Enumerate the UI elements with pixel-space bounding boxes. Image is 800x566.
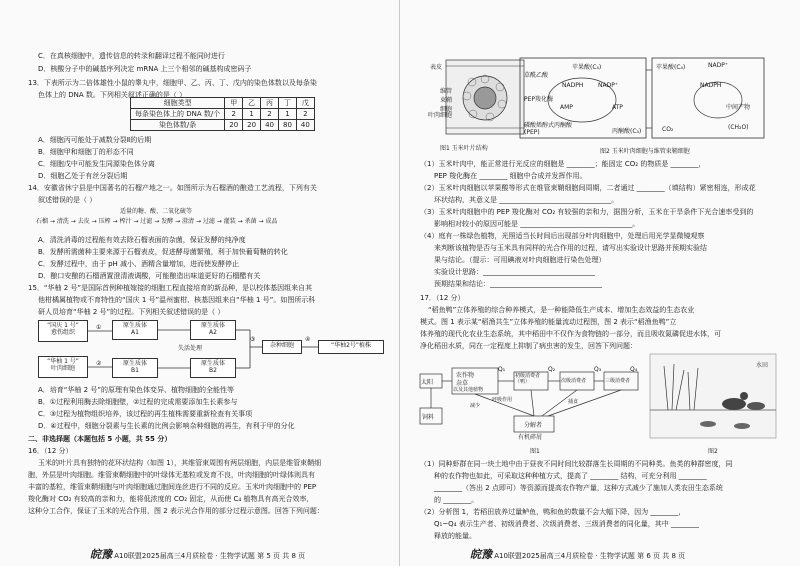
fig15-b2: 原生质体 B2	[190, 358, 236, 378]
fig2-label: NADPH	[562, 82, 584, 89]
table-cell: 2	[296, 109, 314, 120]
fig15-hybrid: 杂种细胞	[262, 340, 302, 354]
fig15-a1: 原生质体 A1	[112, 320, 158, 340]
flow-label-detritus: 有机碎屑	[518, 434, 543, 441]
q16-para: 丰富的基粒，维管束鞘细胞与叶肉细胞通过胞间连丝进行不同的反应。玉米叶肉细胞中的 PEP	[28, 483, 317, 491]
fig15-a2: 原生质体 A2	[190, 320, 236, 340]
q12-option-d: D．核酸分子中的碱基序列决定 mRNA 上三个相邻的碱基构成密码子	[38, 65, 252, 73]
q15-option-b: B．①过程利用酶去除细胞壁，②过程的完成需要添加生长素参与	[38, 398, 238, 406]
q17-part2c: 释放的能量。	[434, 532, 476, 540]
flow-label-reduce: 减少	[470, 403, 481, 409]
q16-part3: （3）玉米叶肉细胞中的 PEP 羧化酶对 CO₂ 有较强的亲和力，据图分析，玉米在干旱条件下光合速率受到的	[420, 208, 754, 216]
q14-option-a: A．清洗消毒的过程能有效去除石榴表面的杂菌，保证发酵的纯净度	[38, 236, 246, 244]
flow-label-weed: 杂草	[456, 380, 469, 387]
flow-step: 澄清	[182, 218, 195, 225]
flow-label-q4: Q₄	[630, 366, 638, 373]
q16-part1b: PEP 羧化酶在 ________ 细胞中合成并发挥作用。	[434, 172, 587, 180]
q17-part1b: 种的农作物也如此，可采取这种种植方式，提高了 ________ 结构，可充分利用 ________	[434, 472, 707, 480]
table-cell: 染色体数/条	[131, 120, 225, 131]
fig15-mid-label: 失活处理	[178, 345, 203, 352]
flow-step: 过滤	[140, 218, 153, 225]
fig15-result: “华柚2号”植株	[318, 340, 384, 354]
table-cell: 20	[225, 120, 243, 131]
q13-table	[130, 97, 315, 131]
footer-text: A10联盟2025届高三4月质检卷 · 生物学试题 第 6 页 共 8 页	[494, 552, 686, 560]
fig15-box-guoqing: “国庆 1 号” 愈伤组织	[38, 320, 88, 342]
fig2-label: 磷酸烯醇式丙酮酸(PEP)	[524, 122, 573, 136]
q16-para: 这种分工合作，保证了玉米的光合作用，图 2 表示光合作用的部分过程示意图。回答下列问题：	[28, 507, 324, 515]
q15-option-d: D．④过程中，细胞分裂素与生长素的比例会影响杂种细胞的再生，有利于甲的分化	[38, 422, 295, 430]
flow-label-secondary: 次级消费者	[561, 378, 587, 384]
fig15-mark-3: ③	[250, 336, 256, 343]
table-header: 甲	[225, 98, 243, 109]
q15-stem-2: 他柑橘属植物或不育特性的“国庆 1 号”温州蜜柑、核基因组来自“华柚 1 号”。如图所示科	[38, 296, 316, 304]
q16-design: 实验设计思路：________________________________	[434, 268, 595, 276]
table-cell: 1	[279, 109, 297, 120]
fig2-label: NADPH	[700, 82, 722, 89]
section-heading: 二、非选择题（本题包括 5 小题，共 55 分）	[28, 435, 172, 443]
q14-option-c: C．发酵过程中，由于 pH 减小、酒精含量增加，进而使发酵停止	[38, 260, 240, 268]
flow-label-respiration: 呼吸作用	[492, 397, 513, 403]
right-footer	[470, 546, 685, 562]
flow-label-q1: Q₁	[498, 366, 506, 373]
flow-step: 过滤	[202, 218, 215, 225]
q17-para: “稻鱼鸭”立体养殖的综合种养模式，是一种能降低生产成本、增加生态效益的生态农业	[428, 306, 695, 314]
q14-option-d: D．酿口安酿的石榴酒置澄清液调酸，可能酿造出味道更好的石榴醋有关	[38, 272, 261, 280]
fig15-box-huayou: “华柚 1 号” 叶肉细胞	[38, 356, 88, 378]
fig1-label-mesophyll: 叶肉细胞	[428, 112, 453, 119]
flow-label-decomposer: 分解者	[524, 422, 543, 429]
flow-label-tertiary: 三级消费者	[605, 378, 631, 384]
flow-step: 去皮	[77, 218, 90, 225]
q16-part4: （4）庭有一株绿色植物，光照适当长时间后出现部分叶肉细胞中，处理后用光学显微镜观察	[420, 232, 705, 240]
q16-part2b: 环状结构，其意义是 ________________________________。	[434, 196, 619, 204]
logo-mark: 皖豫	[90, 548, 112, 561]
flow-label-primary: 初级消费者 （鸭）	[515, 373, 541, 385]
q17-part1: （1）同种虾群在同一块土地中由于昼夜不同时间比较群落生长周期的不同种类。鱼类的种群密度，同	[420, 460, 733, 468]
left-footer	[90, 546, 305, 562]
flow-label-q3: Q₃	[594, 366, 602, 373]
q16-part3b: 影响相对较小的原因可能是 ________________________________。	[434, 220, 640, 228]
fig2-label: PEP羧化酶	[524, 96, 554, 103]
table-header: 丁	[279, 98, 297, 109]
q15-option-c: C．③过程为植物组织培养，该过程的再生植株需要重新检查有关事项	[38, 410, 253, 418]
table-cell: 每条染色体上的 DNA 数/个	[131, 109, 225, 120]
table-cell: 1	[243, 109, 261, 120]
q14-stem: 14．安徽省休宁县是中国著名的石榴产地之一。如图所示为石榴酒的酿造工艺流程，下列有关	[28, 184, 317, 192]
q17-part2b: Q₁~Q₄ 表示生产者、初级消费者、次级消费者、三级消费者的同化量，其中 ________	[434, 520, 699, 528]
flow-label-q2: Q₂	[548, 366, 556, 373]
q13-option-c: C．细胞戊中可能发生同源染色体分离	[38, 160, 155, 168]
table-header: 细胞类型	[131, 98, 225, 109]
q12-option-c: C．在真核细胞中，遗传信息的转录和翻译过程不能同时进行	[38, 52, 225, 60]
q16-para: 胞，外层是叶肉细胞。维管束鞘细胞中的叶绿体无基粒或发育不良，叶肉细胞的叶绿体则具有	[28, 471, 315, 479]
right-page	[400, 0, 800, 566]
q17-para: 净化稻田水质，同在一定程度上抑制了病虫害的发生，回答下列问题：	[420, 342, 637, 350]
fig15-b1: 原生质体 B1	[112, 358, 158, 378]
flow-step: 清洗	[56, 218, 69, 225]
table-cell: 2	[261, 109, 279, 120]
flow-step: 石榴	[36, 218, 49, 225]
q15-stem: 15．“华柚 2 号”是国际首例种植嫁接的细胞工程直接培育的新品种，是以校体基因组来自其	[28, 284, 313, 292]
table-cell: 2	[225, 109, 243, 120]
q13-option-d: D．细胞乙处于有丝分裂后期	[38, 172, 128, 180]
fig2-label: CO₂	[662, 126, 674, 133]
scene-label: 水田	[756, 362, 769, 369]
q14-stem-2: 叙述错误的是（ ）	[38, 196, 97, 204]
fig15-mark-2: ②	[96, 360, 102, 367]
fig2-label: NADP⁺	[598, 82, 618, 89]
flow-step: 灌装	[223, 218, 236, 225]
fig2-label: (CH₂O)	[728, 124, 749, 131]
fig2-label: AMP	[560, 104, 573, 111]
q13-stem: 13．下表所示为二倍体雄性小鼠的睾丸中，细胞甲、乙、丙、丁、戊内的染色体数以及每条染	[28, 79, 317, 87]
flow-step: 杀菌	[244, 218, 257, 225]
q16-part4b: 来判断该植物是否与玉米具有同样的光合作用的过程，请写出实验设计思路并预期实验结	[434, 244, 707, 252]
q15-stem-3: 研人员培育“华柚 2 号”的过程。下列相关叙述错误的是（ ）	[38, 308, 225, 316]
flow-step: 压榨	[98, 218, 111, 225]
flow-label-sun: 太阳	[421, 379, 434, 386]
q16-expected: 预期结果和结论：________________________________	[434, 280, 602, 288]
flow-step: 发酵	[161, 218, 174, 225]
q15-option-a: A．培育“华柚 2 号”的原理有染色体变异、植物细胞的全能性等	[38, 386, 234, 394]
q13-stem-2: 色体上的 DNA 数。下列相关叙述正确的是（ ）	[38, 91, 187, 99]
energy-flow-figure	[418, 354, 640, 444]
q13-option-b: B．细胞甲和细胞丁的形态不同	[38, 148, 134, 156]
fig2-label: NADP⁺	[708, 62, 728, 69]
q14-option-b: B．发酵所需菌种主要来源于石榴表皮，促进酵母菌繁殖，利于加快葡萄糖的转化	[38, 248, 288, 256]
table-cell: 80	[279, 120, 297, 131]
q13-option-a: A．细胞丙可能处于减数分裂Ⅱ的后期	[38, 136, 152, 144]
table-cell: 40	[261, 120, 279, 131]
flow-step: 成品	[265, 218, 278, 225]
q14-flow-note: 适量的糖、酸、二氧化硫等	[120, 208, 193, 215]
q16-part4c: 果与结论。（提示：可用碘液对叶肉细胞进行染色处理）	[434, 256, 606, 264]
fig15-arrows	[30, 316, 390, 386]
fig1-label-sheath: 维管束鞘细胞	[440, 88, 453, 113]
fig2-label: ATP	[612, 104, 623, 111]
q16-part2: （2）玉米叶肉细胞以苹果酸等形式在维管束鞘细胞间周期，二者通过 ________（填结构）紧密相连，形成花	[420, 184, 756, 192]
table-header: 戊	[296, 98, 314, 109]
fig17-caption-2: 图2	[708, 448, 718, 455]
q16-heading: 16．（12 分）	[28, 447, 73, 455]
table-cell: 40	[296, 120, 314, 131]
fig1-caption: 图1 玉米叶片结构	[440, 145, 488, 152]
fig2-label: 草酰乙酸	[524, 72, 549, 79]
fig15-mark-1: ①	[96, 324, 102, 331]
fig2-label: 丙酮酸(C₃)	[612, 128, 642, 135]
logo-mark: 皖豫	[470, 548, 492, 561]
q17-para: 体养殖的现代化农业生态系统，其中稻田中不仅作为食物链的一部分，而且吸收氮磷促进水体，可	[420, 330, 721, 338]
table-header: 丙	[261, 98, 279, 109]
q17-part1d: 的 ________。	[434, 496, 479, 504]
table-header: 乙	[243, 98, 261, 109]
fig2-label: 中间产物	[726, 104, 751, 111]
fig2-label: 苹果酸(C₄)	[656, 64, 686, 71]
fig1-label-epidermis: 表皮	[430, 64, 443, 71]
q16-para: 玉米的叶片具有独特的花环状结构（如图 1），其维管束周围有两层细胞，内层是维管束鞘细	[38, 459, 322, 467]
flow-label-feed: 饲料	[422, 414, 435, 421]
flow-label-predation: 捕食	[568, 399, 579, 405]
q17-part1c: ________（答出 2 点即可）等资源而提高农作物产量，这种方式减少了施加人类农田生态系统	[434, 484, 723, 492]
flow-step: 榨汁	[119, 218, 132, 225]
footer-text: A10联盟2025届高三4月质检卷 · 生物学试题 第 5 页 共 8 页	[114, 552, 306, 560]
flow-label-other: 以及其他植物	[453, 387, 484, 393]
q17-para: 模式。图 1 表示某“稻渔共生”立体养殖的能量流动过程图，图 2 表示“稻渔鱼鸭”立	[420, 318, 677, 326]
fig15-mark-4: ④	[305, 336, 311, 343]
q17-heading: 17．（12 分）	[420, 294, 465, 302]
fig2-caption: 图2 玉米叶肉细胞与维管束鞘细胞	[600, 148, 690, 155]
fig17-caption-1: 图1	[530, 448, 540, 455]
flow-label-crop: 农作物	[456, 372, 475, 379]
q16-para: 羧化酶对 CO₂ 有较高的亲和力，能将低浓度的 CO₂ 固定，从而使 C₄ 植物具有高光合效率，	[28, 495, 314, 503]
q17-part2: （2）分析图 1，若稻田放养过量鲈鱼，鸭和鱼的数量不会大幅下降，因为 ________，	[420, 508, 686, 516]
q16-part1: （1）玉米叶肉中，能正常进行光反应的细胞是 ________；能固定 CO₂ 的物质是 ________，	[420, 160, 706, 168]
q14-flowchart: 石榴 → 清洗 → 去皮 → 压榨 → 榨汁 → 过滤 → 发酵 → 澄清 → 过滤 → 灌装 → 杀菌 → 成品	[36, 218, 278, 225]
fig2-label: 苹果酸(C₄)	[572, 64, 602, 71]
table-cell: 20	[243, 120, 261, 131]
